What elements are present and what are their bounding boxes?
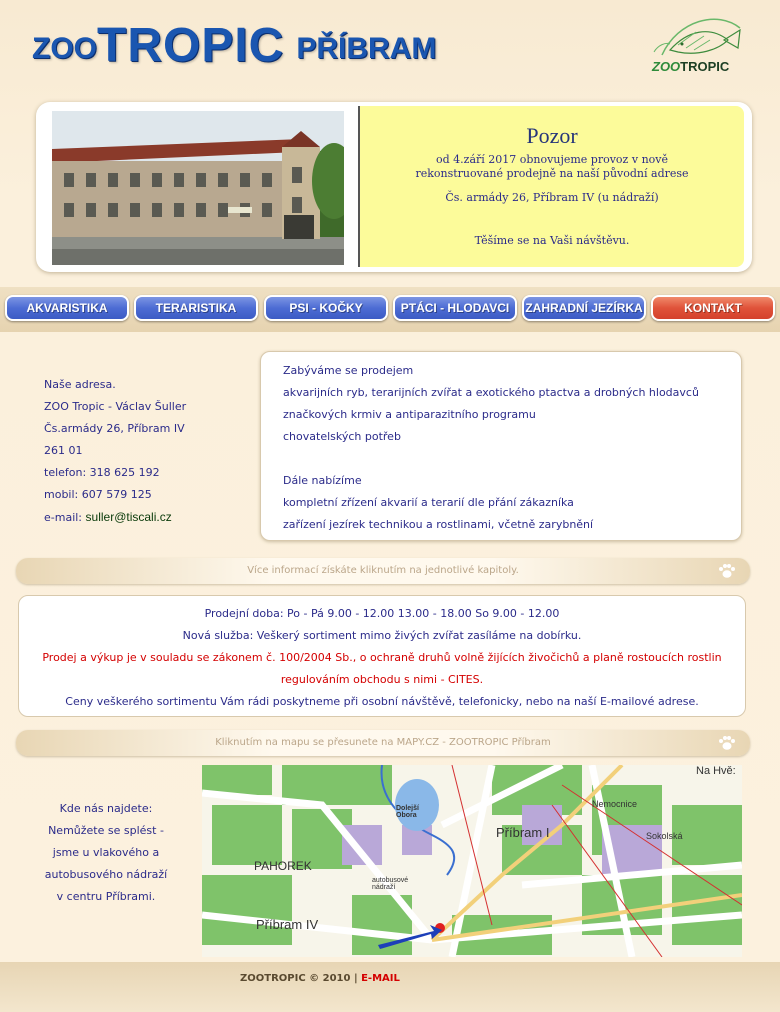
directions-line: v centru Příbrami.	[56, 890, 156, 903]
services-line: chovatelských potřeb	[283, 430, 401, 443]
shop-building-photo	[52, 111, 344, 265]
footer-text	[240, 973, 400, 984]
services-line: Dále nabízíme	[283, 474, 362, 487]
nav-psi-kocky[interactable]: PSI - KOČKY	[264, 295, 388, 321]
directions-line: jsme u vlakového a	[52, 846, 160, 859]
map-label: Sokolská	[646, 831, 683, 841]
directions-text	[16, 798, 196, 908]
notice-text: od 4.září 2017 obnovujeme provoz v nově rekonstruované prodejně na naší původní adrese	[415, 153, 689, 180]
notice-panel	[358, 106, 744, 267]
brand-wordmark: ZOOTROPIC	[652, 59, 730, 74]
directions-line: Kde nás najdete:	[59, 802, 153, 815]
location-map[interactable]	[202, 765, 742, 957]
info-strip	[16, 558, 750, 584]
logo-city: PŘÍBRAM	[296, 32, 437, 65]
legal-notice: Prodej a výkup je v souladu se zákonem č. 100/2004 Sb., o ochraně druhů volně žijících živočichů a planě rostoucích rostlin	[42, 651, 722, 664]
address-block	[44, 374, 186, 529]
paw-icon	[718, 563, 736, 579]
legal-notice-cont: regulováním obchodu s nimi - CITES.	[280, 673, 484, 686]
address-name: ZOO Tropic - Václav Šuller	[44, 400, 187, 413]
map-label: Příbram I	[496, 825, 550, 840]
services-line	[283, 448, 741, 470]
map-label: Nemocnice	[592, 799, 638, 809]
site-logo[interactable]	[32, 18, 436, 70]
nav-zahradni-jezirka[interactable]: ZAHRADNÍ JEZÍRKA	[522, 295, 646, 321]
services-box	[260, 351, 742, 541]
opening-hours: Prodejní doba: Po - Pá 9.00 - 12.00 13.00 - 18.00 So 9.00 - 12.00	[204, 607, 560, 620]
address-heading: Naše adresa.	[44, 378, 116, 391]
services-line: Zabýváme se prodejem	[283, 364, 414, 377]
address-mobile: mobil: 607 579 125	[44, 488, 152, 501]
footer-email-link[interactable]: E-MAIL	[361, 973, 400, 984]
nav-akvaristika[interactable]: AKVARISTIKA	[5, 295, 129, 321]
address-zip: 261 01	[44, 444, 83, 457]
address-phone: telefon: 318 625 192	[44, 466, 160, 479]
address-street: Čs.armády 26, Příbram IV	[44, 422, 185, 435]
services-line: zařízení jezírek technikou a rostlinami, včetně zarybnění	[283, 518, 594, 531]
map-label: Příbram IV	[256, 917, 319, 932]
services-line: značkových krmiv a antiparazitního programu	[283, 408, 536, 421]
map-strip-text: Kliknutím na mapu se přesunete na MAPY.CZ - ZOOTROPIC Příbram	[215, 737, 551, 748]
footer-separator: |	[353, 973, 358, 984]
prices-notice: Ceny veškerého sortimentu Vám rádi poskytneme při osobní návštěvě, telefonicky, nebo na naší E-mailové adrese.	[65, 695, 699, 708]
nav-ptaci-hlodavci[interactable]: PTÁCI - HLODAVCI	[393, 295, 517, 321]
info-strip-text: Více informací získáte kliknutím na jednotlivé kapitoly.	[247, 565, 519, 576]
directions-line: Nemůžete se splést -	[48, 824, 164, 837]
map-strip	[16, 730, 750, 756]
email-link[interactable]: suller@tiscali.cz	[85, 510, 172, 524]
map-label: autobusové nádraží	[372, 877, 409, 891]
logo-zoo: ZOO	[32, 32, 97, 65]
map-label: Na Hvě:	[696, 765, 736, 777]
new-service: Nová služba: Veškerý sortiment mimo živých zvířat zasíláme na dobírku.	[182, 629, 582, 642]
map-label: Dolejší Obora	[396, 805, 419, 819]
logo-tropic: TROPIC	[97, 19, 285, 72]
footer	[0, 962, 780, 1012]
hours-box	[18, 595, 746, 717]
notice-title: Pozor	[526, 123, 578, 148]
nav-teraristika[interactable]: TERARISTIKA	[134, 295, 258, 321]
services-line: kompletní zřízení akvarií a terarií dle přání zákazníka	[283, 496, 574, 509]
services-line: akvarijních ryb, terarijních zvířat a exotického ptactva a drobných hlodavců	[283, 386, 699, 399]
footer-copyright: ZOOTROPIC © 2010	[240, 973, 351, 984]
directions-line: autobusového nádraží	[44, 868, 168, 881]
nav-kontakt[interactable]: KONTAKT	[651, 295, 775, 321]
map-label: PAHOREK	[254, 859, 312, 873]
paw-icon	[718, 735, 736, 751]
notice-address: Čs. armády 26, Příbram IV (u nádraží)	[445, 191, 659, 204]
notice-greeting: Těšíme se na Vaši návštěvu.	[474, 234, 630, 247]
address-email-row: e-mail: suller@tiscali.cz	[44, 510, 172, 524]
